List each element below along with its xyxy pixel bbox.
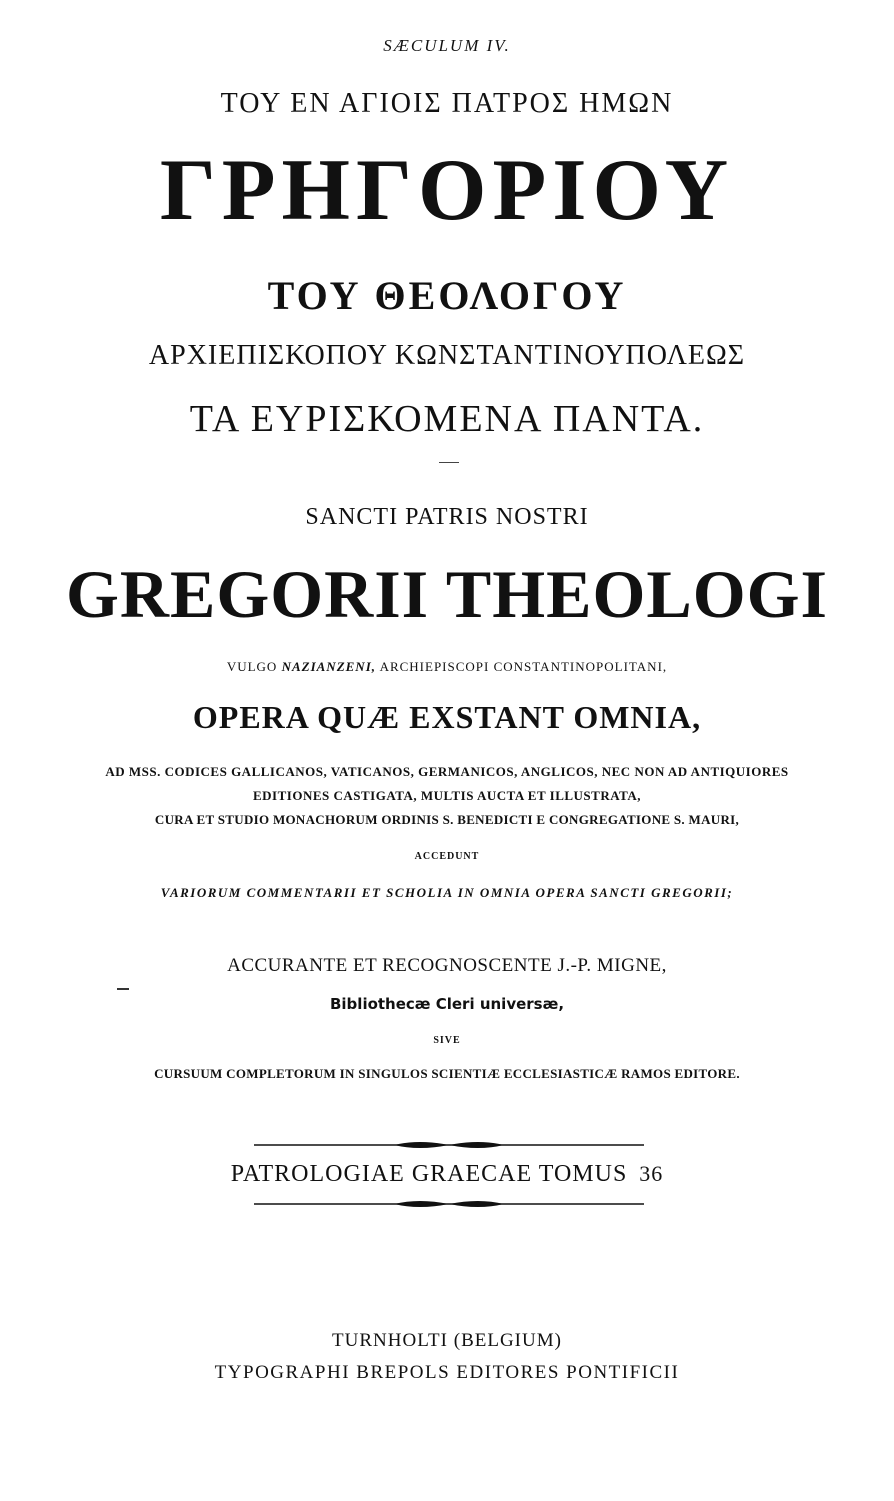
series-name: PATROLOGIAE GRAECAE TOMUS — [230, 1161, 628, 1187]
greek-intro: ΤΟΥ ΕΝ ΑΓΙΟΙΣ ΠΑΤΡΟΣ ΗΜΩΝ — [220, 88, 674, 119]
vulgo-line — [0, 660, 894, 673]
variorum-line: VARIORUM COMMENTARII ET SCHOLIA IN OMNIA OPERA SANCTI GREGORII; — [160, 885, 734, 900]
greek-author-name: ΓΡΗΓΟΡΙΟΥ — [159, 142, 735, 239]
greek-works: ΤΑ ΕΥΡΙΣΚΟΜΕΝΑ ΠΑΝΤΑ. — [189, 398, 705, 440]
ornamental-rule-bottom — [254, 1197, 644, 1211]
sive-line: SIVE — [433, 1035, 461, 1046]
cursuum-line: CURSUUM COMPLETORUM IN SINGULOS SCIENTIÆ ECCLESIASTICÆ RAMOS EDITORE. — [154, 1066, 740, 1081]
editiones-line: EDITIONES CASTIGATA, MULTIS AUCTA ET ILLUSTRATA, — [253, 788, 641, 803]
imprint-publisher: TYPOGRAPHI BREPOLS EDITORES PONTIFICII — [214, 1362, 680, 1383]
accedunt-line: ACCEDUNT — [414, 851, 480, 862]
editor-line: ACCURANTE ET RECOGNOSCENTE J.-P. MIGNE, — [227, 955, 667, 976]
century-label: SÆCULUM IV. — [383, 36, 511, 55]
cura-line: CURA ET STUDIO MONACHORUM ORDINIS S. BENEDICTI E CONGREGATIONE S. MAURI, — [154, 812, 740, 827]
imprint-place: TURNHOLTI (BELGIUM) — [332, 1330, 562, 1351]
bibliotheca-line: Bibliothecæ Cleri universæ, — [329, 995, 565, 1013]
codices-line: AD MSS. CODICES GALLICANOS, VATICANOS, GERMANICOS, ANGLICOS, NEC NON AD ANTIQUIORES — [105, 764, 789, 779]
section-divider — [439, 462, 459, 463]
ornamental-rule-top — [254, 1138, 644, 1152]
series-volume: 36 — [639, 1161, 664, 1186]
greek-title: ΑΡΧΙΕΠΙΣΚΟΠΟΥ ΚΩΝΣΤΑΝΤΙΝΟΥΠΟΛΕΩΣ — [148, 340, 746, 371]
latin-intro: SANCTI PATRIS NOSTRI — [305, 504, 589, 530]
ink-speck — [117, 988, 129, 990]
opera-line: OPERA QUÆ EXSTANT OMNIA, — [192, 699, 702, 735]
vulgo-prefix: VULGO — [226, 659, 278, 674]
greek-epithet: ΤΟΥ ΘΕΟΛΟΓΟΥ — [267, 273, 627, 318]
vulgo-name: NAZIANZENI, — [281, 659, 377, 674]
series-title — [0, 1162, 894, 1186]
latin-author-name: GREGORII THEOLOGI — [65, 556, 829, 632]
vulgo-suffix: ARCHIEPISCOPI CONSTANTINOPOLITANI, — [379, 659, 668, 674]
